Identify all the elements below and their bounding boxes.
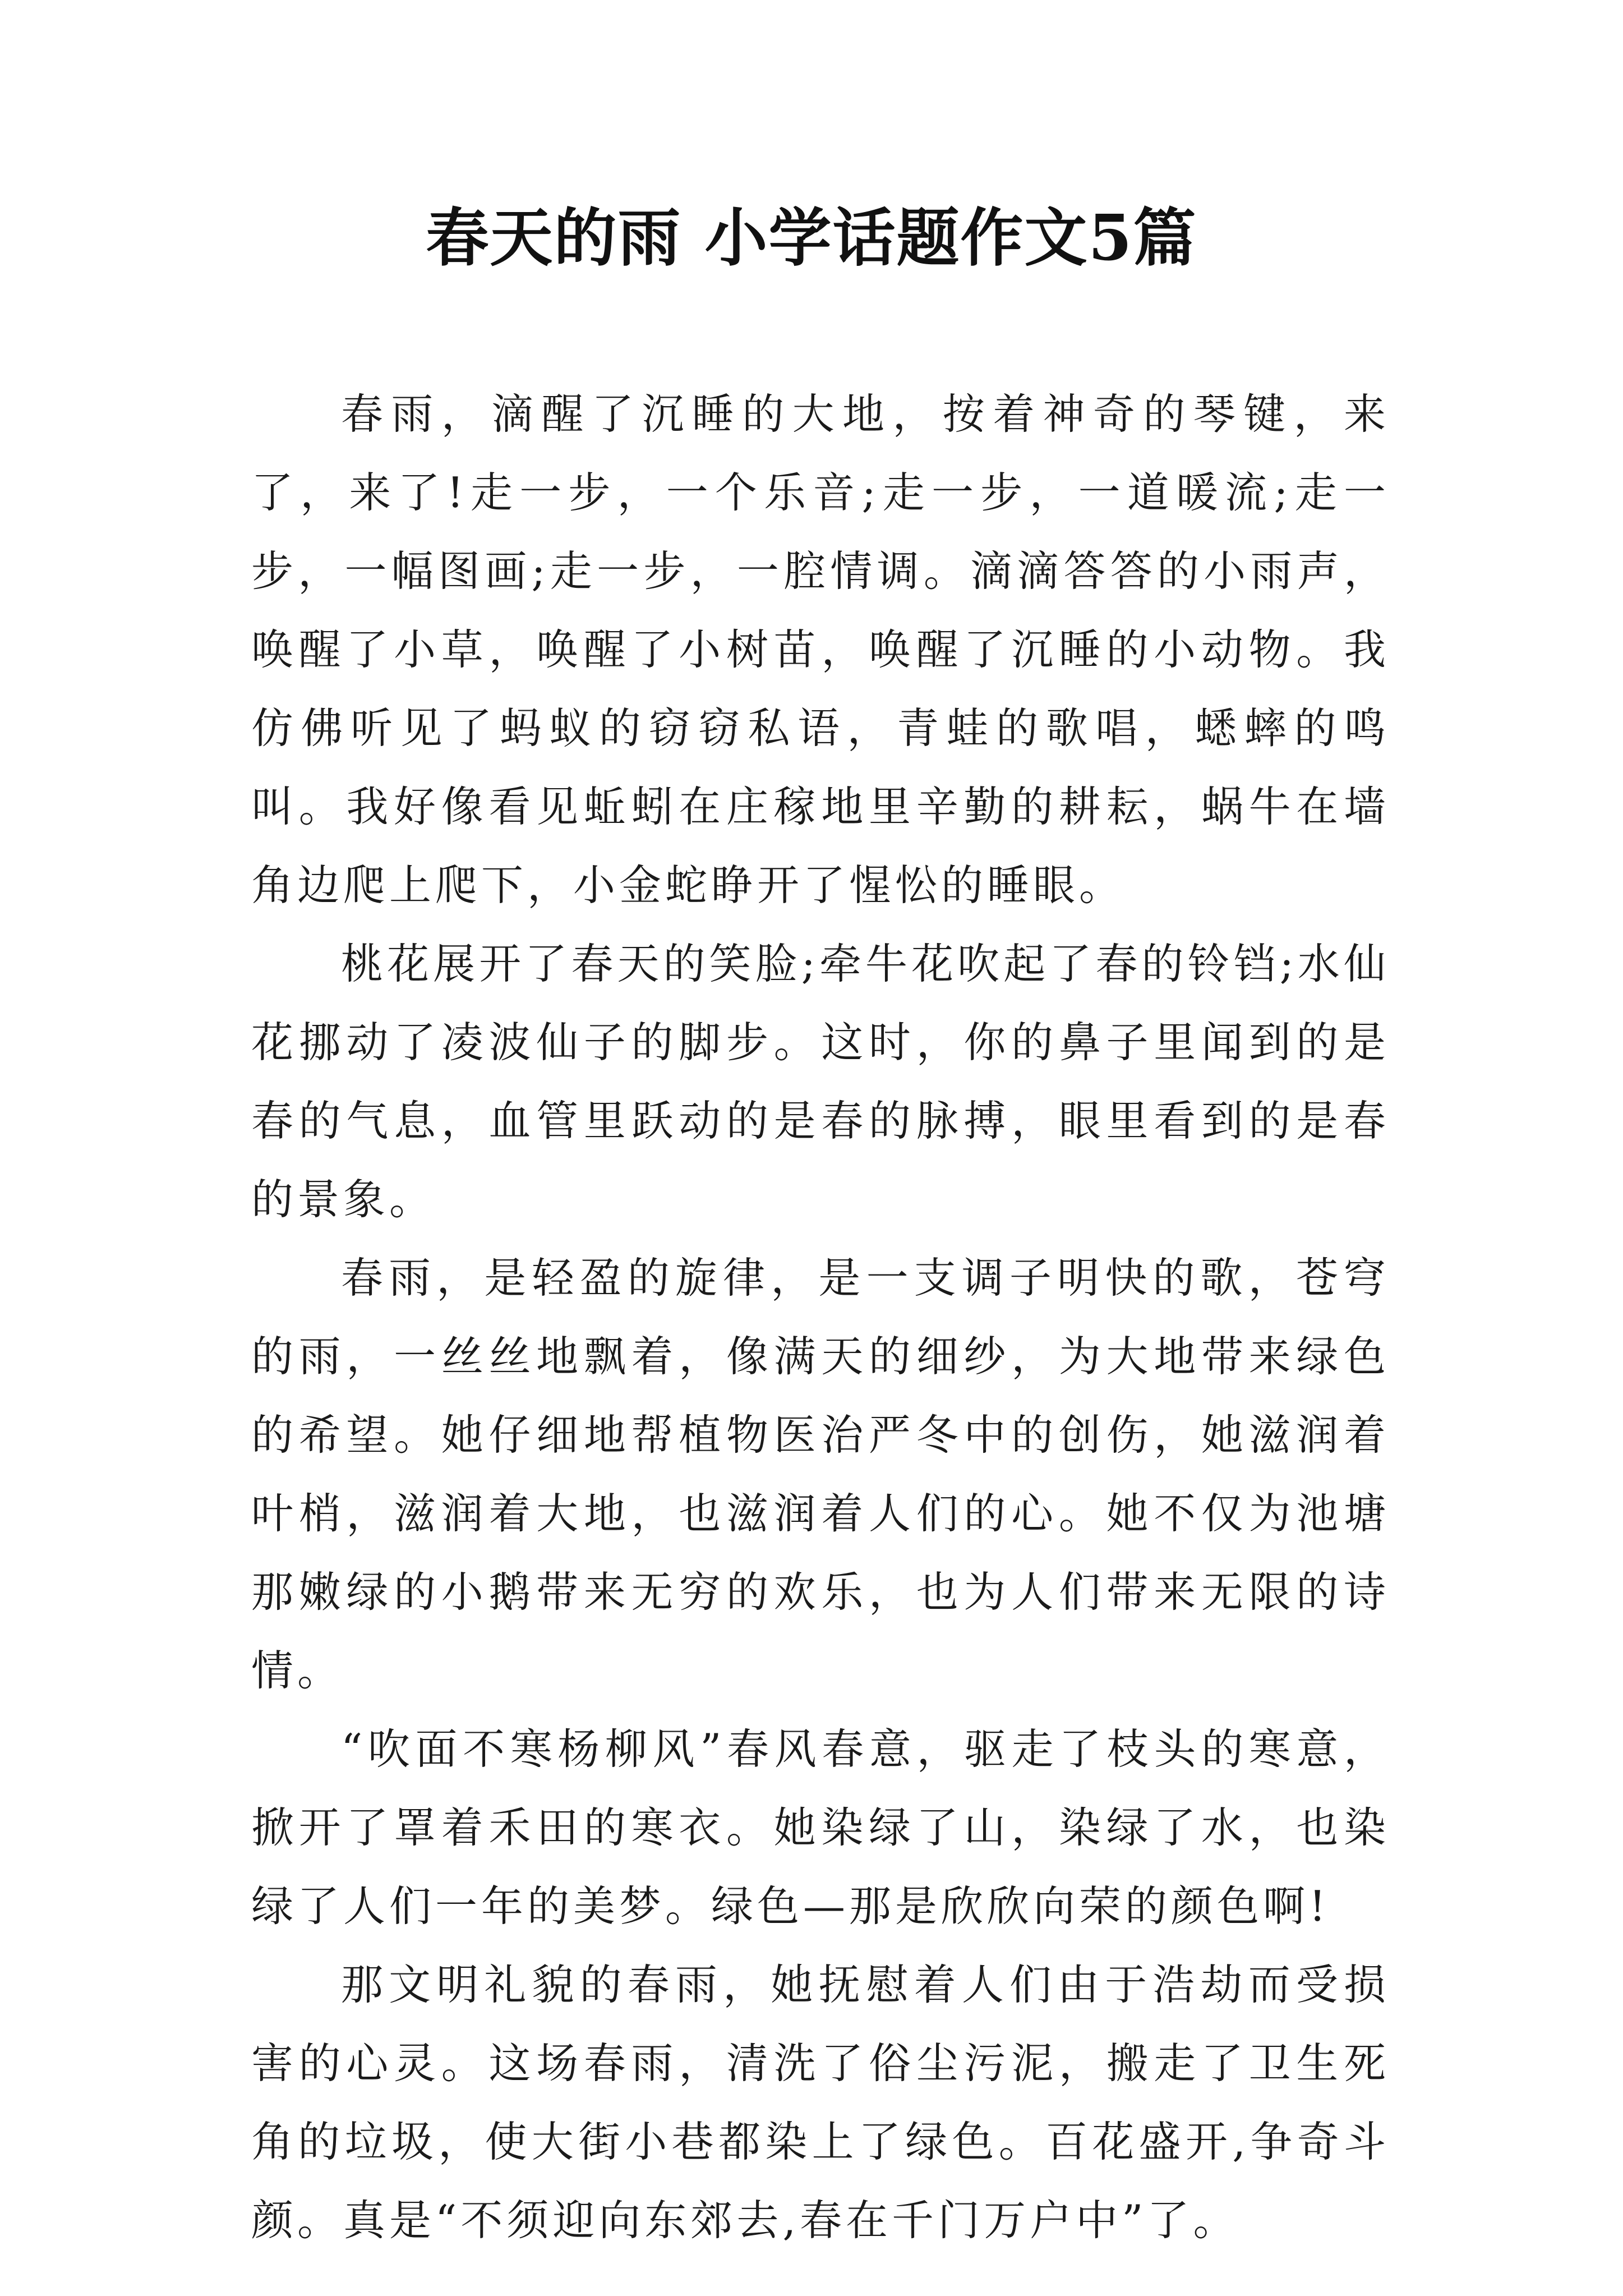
paragraph-2: 桃花展开了春天的笑脸;牵牛花吹起了春的铃铛;水仙花挪动了凌波仙子的脚步。这时，你的鼻子里闻到的是春的气息，血管里跃动的是春的脉搏，眼里看到的是春的景象。 bbox=[251, 939, 1390, 1224]
paragraph-1: 春雨，滴醒了沉睡的大地，按着神奇的琴键，来了，来了!走一步，一个乐音;走一步，一道暖流;走一步，一幅图画;走一步，一腔情调。滴滴答答的小雨声，唤醒了小草，唤醒了小树苗，唤醒了沉睡的小动物。我仿佛听见了蚂蚁的窃窃私语，青蛙的歌唱，蟋蟀的鸣叫。我好像看见蚯蚓在庄稼地里辛勤的耕耘，蜗牛在墙角边爬上爬下，小金蛇睁开了惺忪的睡眼。 bbox=[251, 389, 1390, 910]
document-body bbox=[251, 375, 1390, 2260]
paragraph-3: 春雨，是轻盈的旋律，是一支调子明快的歌，苍穹的雨，一丝丝地飘着，像满天的细纱，为大地带来绿色的希望。她仔细地帮植物医治严冬中的创伤，她滋润着叶梢，滋润着大地，也滋润着人们的心。她不仅为池塘那嫩绿的小鹅带来无穷的欢乐，也为人们带来无限的诗情。 bbox=[251, 1253, 1390, 1695]
paragraph-4: “吹面不寒杨柳风”春风春意，驱走了枝头的寒意，掀开了罩着禾田的寒衣。她染绿了山，染绿了水，也染绿了人们一年的美梦。绿色—那是欣欣向荣的颜色啊! bbox=[251, 1724, 1390, 1931]
paragraph-5: 那文明礼貌的春雨，她抚慰着人们由于浩劫而受损害的心灵。这场春雨，清洗了俗尘污泥，搬走了卫生死角的垃圾，使大街小巷都染上了绿色。百花盛开,争奇斗颜。真是“不须迎向东郊去,春在千门万户中”了。 bbox=[251, 1960, 1390, 2245]
document-title: 春天的雨 小学话题作文5篇 bbox=[426, 201, 1197, 275]
